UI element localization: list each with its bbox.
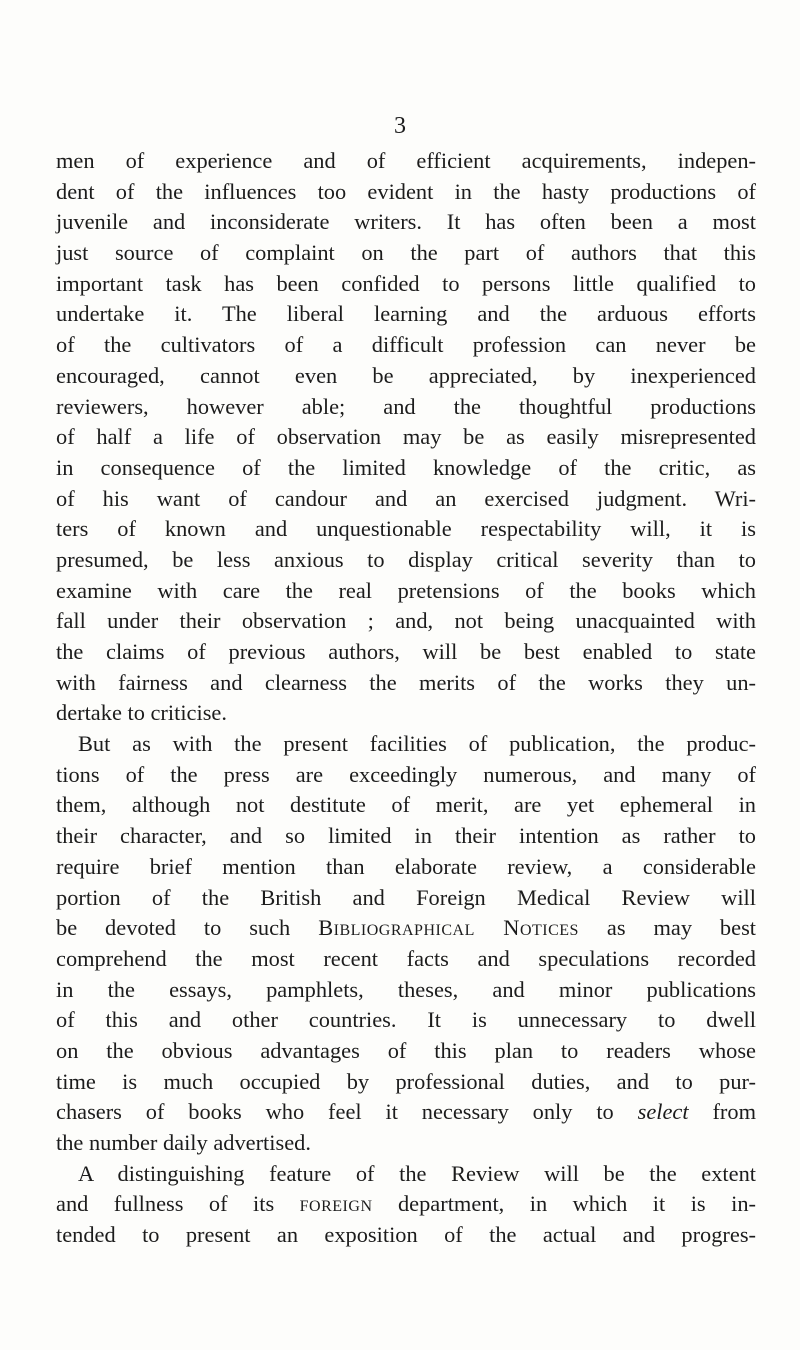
text-line: reviewers, however able; and the thoughtful productions xyxy=(56,393,756,419)
text-line: require brief mention than elaborate review, a considerable xyxy=(56,853,756,879)
text-line: presumed, be less anxious to display critical severity than to xyxy=(56,546,756,572)
text-line: dent of the influences too evident in the hasty productions of xyxy=(56,178,756,204)
paragraph-2 xyxy=(56,729,756,1159)
text-line: the claims of previous authors, will be best enabled to state xyxy=(56,639,756,664)
text-line: encouraged, cannot even be appreciated, by inexperienced xyxy=(56,362,756,388)
paragraph-3 xyxy=(56,1159,756,1251)
text-run: be devoted to such xyxy=(56,915,319,941)
text-line: comprehend the most recent facts and speculations recorded xyxy=(56,945,756,971)
text-line: tended to present an exposition of the actual and progres- xyxy=(56,1222,756,1248)
text-line-with-smallcaps xyxy=(56,913,756,944)
text-line: of this and other countries. It is unnecessary to dwell xyxy=(56,1007,756,1033)
text-line: in the essays, pamphlets, theses, and minor publications xyxy=(56,976,756,1002)
text-run: from xyxy=(688,1099,756,1125)
text-line: in consequence of the limited knowledge of the critic, as xyxy=(56,454,756,480)
text-line: them, although not destitute of merit, are yet ephemeral in xyxy=(56,792,756,818)
text-run: department, in which it is in- xyxy=(372,1191,756,1217)
text-line: their character, and so limited in their intention as rather to xyxy=(56,823,756,849)
text-line: ters of known and unquestionable respectability will, it is xyxy=(56,516,756,542)
text-run: and fullness of its xyxy=(56,1191,300,1217)
text-line: fall under their observation ; and, not being unacquainted with xyxy=(56,608,756,634)
text-line: on the obvious advantages of this plan to readers whose xyxy=(56,1037,756,1063)
text-line: undertake it. The liberal learning and the arduous efforts xyxy=(56,301,756,327)
text-line: of the cultivators of a difficult profession can never be xyxy=(56,332,756,358)
smallcaps-phrase: Bibliographical Notices xyxy=(318,915,579,941)
italic-word: select xyxy=(637,1099,689,1125)
text-line-with-smallcaps xyxy=(56,1189,756,1220)
text-line: portion of the British and Foreign Medical Review will xyxy=(56,884,756,910)
smallcaps-word: foreign xyxy=(299,1191,373,1217)
paragraph-1 xyxy=(56,146,756,729)
text-line: tions of the press are exceedingly numerous, and many of xyxy=(56,761,756,787)
text-line: of his want of candour and an exercised judgment. Wri- xyxy=(56,485,756,511)
text-line: with fairness and clearness the merits of the works they un- xyxy=(56,669,756,695)
body-text xyxy=(56,146,756,1251)
text-line: But as with the present facilities of publication, the produc- xyxy=(78,731,756,757)
text-run: as may best xyxy=(578,915,757,941)
text-line: the number daily advertised. xyxy=(56,1130,311,1155)
text-line-with-italic xyxy=(56,1097,756,1128)
page-number: 3 xyxy=(394,113,406,139)
text-line: of half a life of observation may be as easily misrepresented xyxy=(56,424,756,450)
text-line: examine with care the real pretensions of the books which xyxy=(56,577,756,603)
text-line: dertake to criticise. xyxy=(56,700,227,726)
text-line: important task has been confided to persons little qualified to xyxy=(56,270,756,296)
text-line: A distinguishing feature of the Review will be the extent xyxy=(78,1160,756,1186)
text-line: juvenile and inconsiderate writers. It has often been a most xyxy=(56,209,756,235)
text-line: time is much occupied by professional duties, and to pur- xyxy=(56,1068,756,1094)
text-line: men of experience and of efficient acquirements, indepen- xyxy=(56,148,756,173)
text-line: just source of complaint on the part of authors that this xyxy=(56,240,756,266)
text-run: chasers of books who feel it necessary only to xyxy=(56,1099,638,1125)
